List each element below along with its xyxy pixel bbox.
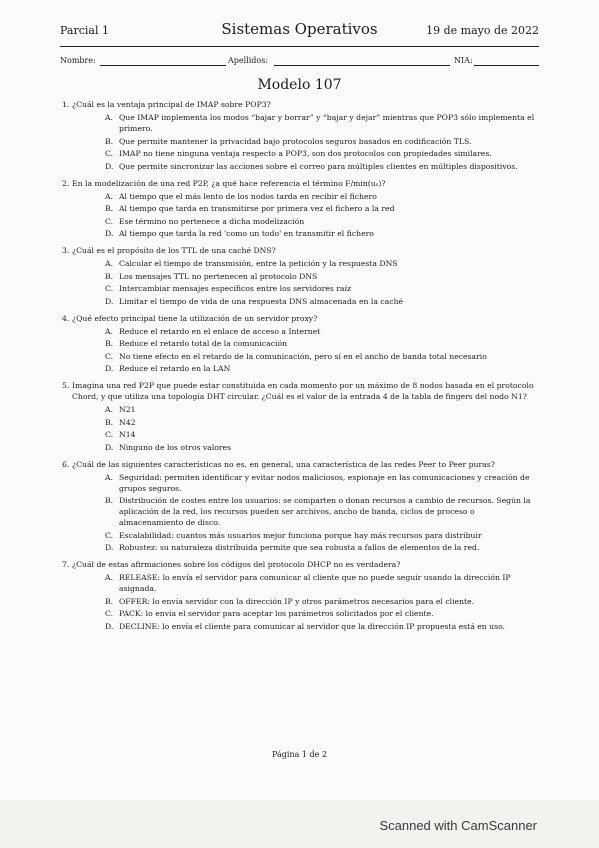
question-number: 2.	[62, 178, 70, 188]
answer-option	[105, 296, 539, 307]
option-text: Intercambiar mensajes específicos entre los servidores raíz	[119, 284, 352, 293]
answer-option	[105, 338, 539, 349]
question-stem	[62, 313, 539, 324]
answer-option	[105, 542, 539, 553]
option-letter: B.	[105, 596, 114, 606]
question-text: ¿Cuál es el propósito de los TTL de una caché DNS?	[72, 246, 276, 255]
option-text: Que permite sincronizar las acciones sobre el correo para múltiples clientes en múltiples dispositivos.	[119, 161, 518, 171]
answer-option	[105, 572, 539, 594]
option-letter: D.	[105, 229, 114, 238]
question-stem	[62, 559, 539, 570]
option-text: OFFER: lo envía servidor con la dirección IP y otros parámetros necesarios para el cliente.	[119, 596, 475, 606]
option-letter: A.	[105, 191, 113, 201]
option-letter: D.	[105, 161, 114, 171]
option-text: Al tiempo que el más lento de los nodos tarda en recibir el fichero	[119, 191, 377, 201]
option-letter: A.	[105, 113, 113, 122]
page-number: Página 1 de 2	[271, 750, 328, 759]
option-letter: C.	[105, 430, 114, 439]
question-5	[62, 380, 539, 453]
option-letter: D.	[105, 442, 114, 452]
question-number: 3.	[62, 246, 70, 255]
option-text: IMAP no tiene ninguna ventaja respecto a POP3, son dos protocolos con propiedades similares.	[119, 149, 492, 158]
option-letter: A.	[105, 259, 113, 268]
question-text: ¿Cuál es la ventaja principal de IMAP sobre POP3?	[72, 100, 271, 109]
model-title: Modelo 107	[257, 77, 342, 93]
option-text: RELEASE: lo envía el servidor para comunicar al cliente que no puede seguir usando la dirección IP asignada.	[119, 573, 511, 593]
option-letter: B.	[105, 204, 114, 213]
surname-line	[274, 65, 450, 66]
option-text: Que IMAP implementa los modos “bajar y borrar” y “bajar y dejar” mientras que POP3 sólo implementa el primero.	[119, 113, 535, 133]
option-letter: C.	[105, 284, 114, 293]
answer-option	[105, 203, 539, 214]
surname-label: Apellidos:	[228, 56, 269, 65]
option-text: Reduce el retardo en el enlace de acceso a Internet	[119, 326, 321, 336]
option-letter: D.	[105, 621, 114, 631]
answer-option	[105, 136, 539, 147]
option-text: N14	[119, 430, 136, 439]
nia-line	[474, 65, 539, 66]
answer-option	[105, 596, 539, 607]
question-number: 7.	[62, 560, 70, 569]
answer-option	[105, 191, 539, 202]
answer-option	[105, 148, 539, 159]
question-1	[62, 99, 539, 172]
answer-option	[105, 216, 539, 227]
option-text: N42	[119, 417, 136, 427]
option-text: PACK: lo envía el servidor para aceptar los parámetros solicitados por el cliente.	[119, 609, 434, 618]
option-letter: C.	[105, 530, 114, 540]
answer-option	[105, 530, 539, 541]
option-text: N21	[119, 405, 136, 414]
answer-options	[105, 472, 539, 554]
question-list	[62, 99, 539, 638]
question-number: 4.	[62, 313, 70, 323]
option-letter: B.	[105, 496, 114, 505]
answer-option	[105, 112, 539, 134]
option-text: Al tiempo que tarda en transmitirse por primera vez el fichero a la red	[119, 204, 395, 213]
question-number: 5.	[62, 381, 70, 390]
answer-option	[105, 404, 539, 415]
option-text: DECLINE: lo envía el cliente para comunicar al servidor que la dirección IP propuesta está en uso.	[119, 621, 506, 631]
question-6	[62, 459, 539, 554]
question-text: ¿Cuál de las siguientes características no es, en general, una característica de las redes Peer to Peer puras?	[72, 459, 495, 469]
answer-option	[105, 228, 539, 239]
answer-option	[105, 621, 539, 632]
exam-part: Parcial 1	[60, 24, 109, 37]
answer-option	[105, 442, 539, 453]
answer-option	[105, 271, 539, 282]
option-letter: B.	[105, 136, 114, 146]
student-fields	[60, 56, 539, 68]
answer-option	[105, 326, 539, 337]
option-letter: D.	[105, 296, 114, 306]
option-letter: C.	[105, 351, 114, 361]
answer-options	[105, 258, 539, 307]
option-text: Que permite mantener la privacidad bajo protocolos seguros basados en codificación TLS.	[119, 136, 472, 146]
question-stem	[62, 459, 539, 470]
answer-options	[105, 404, 539, 453]
option-letter: C.	[105, 149, 114, 158]
course-title: Sistemas Operativos	[221, 20, 378, 38]
option-text: No tiene efecto en el retardo de la comunicación, pero sí en el ancho de banda total necesario	[119, 351, 487, 361]
answer-option	[105, 608, 539, 619]
option-text: Distribución de costes entre los usuarios: se comparten o donan recursos a cambio de recursos. Según la aplicación de la red, los recursos pueden ser archivos, ancho de banda, ciclos de proceso o almacenamiento de disco.	[119, 496, 531, 527]
option-text: Los mensajes TTL no pertenecen al protocolo DNS	[119, 271, 318, 281]
answer-option	[105, 472, 539, 494]
option-text: Ese término no pertenece a dicha modelización	[119, 216, 305, 226]
option-text: Al tiempo que tarda la red 'como un todo' en transmitir el fichero	[119, 229, 374, 238]
exam-date: 19 de mayo de 2022	[426, 24, 539, 37]
option-letter: B.	[105, 271, 114, 281]
option-text: Escalabilidad: cuantos más usuarios mejor funciona porque hay más recursos para distribuir	[119, 530, 482, 540]
question-text: Imagina una red P2P que puede estar constituida en cada momento por un máximo de 8 nodos basada en el protocolo Chord, y que utiliza una topología DHT circular. ¿Cuál es el valor de la entrada 4 de la tabla de fingers del nodo N1?	[72, 381, 534, 401]
option-text: Robustez: su naturaleza distribuida permite que sea robusta a fallos de elementos de la red.	[119, 543, 480, 552]
option-text: Reduce el retardo en la LAN	[119, 364, 231, 373]
question-text: ¿Qué efecto principal tiene la utilización de un servidor proxy?	[72, 313, 318, 323]
question-7	[62, 559, 539, 632]
answer-options	[105, 572, 539, 632]
option-letter: A.	[105, 472, 113, 482]
answer-option	[105, 161, 539, 172]
option-letter: D.	[105, 543, 114, 552]
question-stem	[62, 99, 539, 110]
question-3	[62, 245, 539, 307]
question-stem	[62, 380, 539, 402]
question-number: 1.	[62, 100, 70, 109]
option-letter: A.	[105, 405, 113, 414]
answer-option	[105, 283, 539, 294]
answer-options	[105, 326, 539, 375]
name-label: Nombre:	[60, 56, 96, 65]
question-stem	[62, 178, 539, 189]
question-4	[62, 313, 539, 375]
option-letter: A.	[105, 573, 113, 582]
question-2	[62, 178, 539, 240]
answer-option	[105, 417, 539, 428]
answer-options	[105, 191, 539, 240]
scanner-watermark: Scanned with CamScanner	[379, 818, 537, 833]
answer-option	[105, 351, 539, 362]
exam-header	[60, 20, 539, 47]
option-letter: B.	[105, 417, 114, 427]
answer-option	[105, 258, 539, 269]
option-text: Ninguno de los otros valores	[119, 442, 232, 452]
name-line	[100, 65, 226, 66]
answer-option	[105, 429, 539, 440]
option-letter: A.	[105, 326, 113, 336]
answer-option	[105, 363, 539, 374]
option-letter: C.	[105, 216, 114, 226]
answer-options	[105, 112, 539, 172]
option-text: Limitar el tiempo de vida de una respuesta DNS almacenada en la caché	[119, 296, 404, 306]
option-letter: D.	[105, 364, 114, 373]
question-number: 6.	[62, 459, 70, 469]
option-letter: B.	[105, 339, 114, 348]
nia-label: NIA:	[454, 56, 473, 65]
option-letter: C.	[105, 609, 114, 618]
option-text: Reduce el retardo total de la comunicación	[119, 339, 288, 348]
question-text: En la modelización de una red P2P, ¿a qué hace referencia el término F/min(uₛ)?	[72, 178, 386, 188]
option-text: Calcular el tiempo de transmisión, entre la petición y la respuesta DNS	[119, 259, 398, 268]
answer-option	[105, 495, 539, 528]
question-text: ¿Cuál de estas afirmaciones sobre los códigos del protocolo DHCP no es verdadera?	[72, 560, 401, 569]
option-text: Seguridad: permiten identificar y evitar nodos maliciosos, espionaje en las comunicaciones y creación de grupos seguros.	[119, 472, 530, 493]
question-stem	[62, 245, 539, 256]
